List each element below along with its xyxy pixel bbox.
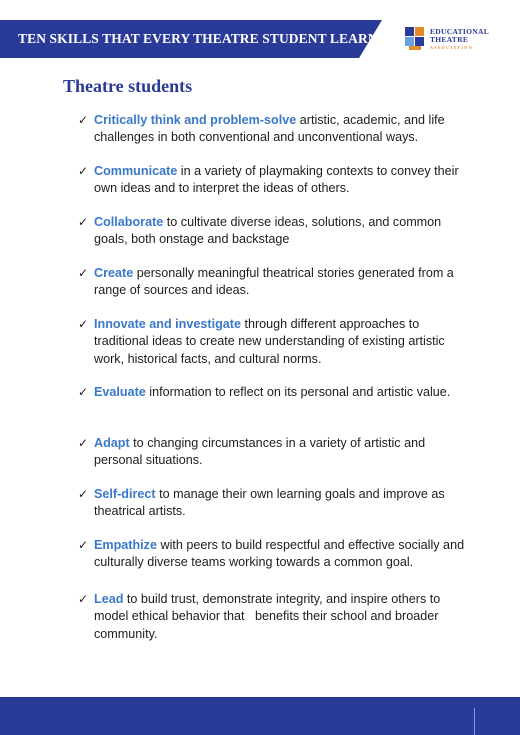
skill-description: information to reflect on its personal and artistic value. [145,385,451,399]
footer-band [0,697,520,735]
page-title: TEN SKILLS THAT EVERY THEATRE STUDENT LEARNS [18,31,386,46]
skill-item [78,486,468,521]
skill-description: to changing circumstances in a variety of artistic and personal situations. [94,436,429,468]
skill-description: personally meaningful theatrical stories generated from a range of sources and ideas. [94,266,458,298]
skill-keyword: Collaborate [94,215,164,229]
skill-description: in a variety of playmaking contexts to convey their own ideas and to interpret the ideas of others. [94,164,463,196]
skill-keyword: Self-direct [94,487,156,501]
skill-item [78,591,468,643]
skill-item [78,265,468,300]
skill-keyword: Create [94,266,134,280]
checkmark-icon: ✓ [78,215,89,229]
checkmark-icon: ✓ [78,317,89,331]
checkmark-icon: ✓ [78,436,89,450]
logo-wordmark: EDUCATIONAL THEATRE ASSOCIATION [430,27,490,50]
eta-logo-icon [403,25,427,51]
skill-description: through different approaches to traditional ideas to create new understanding of existing artistic work, historical facts, and cultural norms. [94,317,449,366]
checkmark-icon: ✓ [78,385,89,399]
eta-logo [403,22,503,56]
checkmark-icon: ✓ [78,266,89,280]
checkmark-icon: ✓ [78,487,89,501]
skill-keyword: Empathize [94,538,157,552]
section-heading: Theatre students [63,76,193,96]
skill-description: to build trust, demonstrate integrity, and inspire others to model ethical behavior that benefits their school and broader community. [94,592,444,641]
checkmark-icon: ✓ [78,592,89,606]
skill-item [78,214,468,249]
skill-keyword: Innovate and investigate [94,317,241,331]
skill-item [78,537,468,572]
skill-keyword: Critically think and problem-solve [94,113,297,127]
footer-divider [474,708,475,735]
skill-item [78,384,468,401]
checkmark-icon: ✓ [78,538,89,552]
skill-description: to manage their own learning goals and improve as theatrical artists. [94,487,449,519]
skill-item [78,112,468,147]
skill-description: artistic, academic, and life challenges in both conventional and unconventional ways. [94,113,449,145]
checkmark-icon: ✓ [78,113,89,127]
checkmark-icon: ✓ [78,164,89,178]
skill-keyword: Adapt [94,436,130,450]
skill-description: with peers to build respectful and effective socially and culturally diverse teams working towards a common goal. [94,538,468,570]
skill-keyword: Lead [94,592,124,606]
skill-keyword: Evaluate [94,385,146,399]
skill-item [78,435,468,470]
skill-keyword: Communicate [94,164,178,178]
skill-description: to cultivate diverse ideas, solutions, and common goals, both onstage and backstage [94,215,445,247]
skill-item [78,163,468,198]
skill-item [78,316,468,368]
